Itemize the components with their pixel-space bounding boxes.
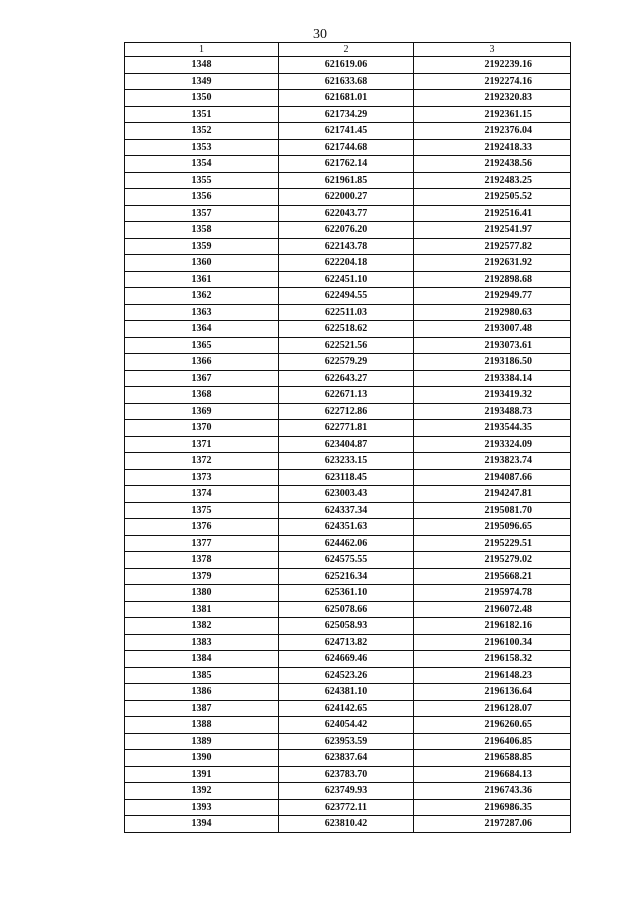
y-coordinate-cell: 2192438.56 — [414, 156, 571, 173]
y-coordinate-cell: 2192239.16 — [414, 57, 571, 74]
y-coordinate-cell: 2196684.13 — [414, 766, 571, 783]
column-header-1: 1 — [125, 43, 279, 57]
y-coordinate-cell: 2194247.81 — [414, 486, 571, 503]
x-coordinate-cell: 624337.34 — [279, 502, 414, 519]
point-number-cell: 1384 — [125, 651, 279, 668]
y-coordinate-cell: 2194087.66 — [414, 469, 571, 486]
y-coordinate-cell: 2196743.36 — [414, 783, 571, 800]
x-coordinate-cell: 624462.06 — [279, 535, 414, 552]
y-coordinate-cell: 2195668.21 — [414, 568, 571, 585]
x-coordinate-cell: 623749.93 — [279, 783, 414, 800]
point-number-cell: 1369 — [125, 403, 279, 420]
table-row — [125, 667, 571, 684]
table-row — [125, 651, 571, 668]
point-number-cell: 1376 — [125, 519, 279, 536]
point-number-cell: 1375 — [125, 502, 279, 519]
x-coordinate-cell: 622643.27 — [279, 370, 414, 387]
y-coordinate-cell: 2196986.35 — [414, 799, 571, 816]
x-coordinate-cell: 625078.66 — [279, 601, 414, 618]
column-header-3: 3 — [414, 43, 571, 57]
x-coordinate-cell: 621633.68 — [279, 73, 414, 90]
point-number-cell: 1354 — [125, 156, 279, 173]
table-row — [125, 453, 571, 470]
point-number-cell: 1393 — [125, 799, 279, 816]
x-coordinate-cell: 624713.82 — [279, 634, 414, 651]
point-number-cell: 1350 — [125, 90, 279, 107]
coordinates-table — [124, 42, 571, 833]
x-coordinate-cell: 622043.77 — [279, 205, 414, 222]
x-coordinate-cell: 625361.10 — [279, 585, 414, 602]
point-number-cell: 1382 — [125, 618, 279, 635]
y-coordinate-cell: 2193823.74 — [414, 453, 571, 470]
table-row — [125, 486, 571, 503]
table-row — [125, 370, 571, 387]
point-number-cell: 1352 — [125, 123, 279, 140]
x-coordinate-cell: 623233.15 — [279, 453, 414, 470]
y-coordinate-cell: 2192541.97 — [414, 222, 571, 239]
point-number-cell: 1370 — [125, 420, 279, 437]
point-number-cell: 1363 — [125, 304, 279, 321]
point-number-cell: 1380 — [125, 585, 279, 602]
y-coordinate-cell: 2195279.02 — [414, 552, 571, 569]
table-row — [125, 552, 571, 569]
y-coordinate-cell: 2196072.48 — [414, 601, 571, 618]
point-number-cell: 1386 — [125, 684, 279, 701]
table-row — [125, 519, 571, 536]
point-number-cell: 1365 — [125, 337, 279, 354]
y-coordinate-cell: 2193544.35 — [414, 420, 571, 437]
y-coordinate-cell: 2196158.32 — [414, 651, 571, 668]
point-number-cell: 1353 — [125, 139, 279, 156]
table-row — [125, 354, 571, 371]
table-row — [125, 568, 571, 585]
x-coordinate-cell: 623953.59 — [279, 733, 414, 750]
table-row — [125, 156, 571, 173]
y-coordinate-cell: 2196100.34 — [414, 634, 571, 651]
y-coordinate-cell: 2196588.85 — [414, 750, 571, 767]
point-number-cell: 1372 — [125, 453, 279, 470]
y-coordinate-cell: 2196148.23 — [414, 667, 571, 684]
y-coordinate-cell: 2195229.51 — [414, 535, 571, 552]
point-number-cell: 1366 — [125, 354, 279, 371]
point-number-cell: 1357 — [125, 205, 279, 222]
x-coordinate-cell: 622076.20 — [279, 222, 414, 239]
point-number-cell: 1391 — [125, 766, 279, 783]
x-coordinate-cell: 622579.29 — [279, 354, 414, 371]
x-coordinate-cell: 622671.13 — [279, 387, 414, 404]
point-number-cell: 1355 — [125, 172, 279, 189]
table-row — [125, 57, 571, 74]
x-coordinate-cell: 623118.45 — [279, 469, 414, 486]
table-row — [125, 123, 571, 140]
table-row — [125, 288, 571, 305]
table-row — [125, 304, 571, 321]
table-row — [125, 750, 571, 767]
table-body — [125, 57, 571, 833]
point-number-cell: 1362 — [125, 288, 279, 305]
x-coordinate-cell: 624142.65 — [279, 700, 414, 717]
y-coordinate-cell: 2197287.06 — [414, 816, 571, 833]
x-coordinate-cell: 621961.85 — [279, 172, 414, 189]
point-number-cell: 1385 — [125, 667, 279, 684]
table-row — [125, 106, 571, 123]
table-row — [125, 172, 571, 189]
table-row — [125, 634, 571, 651]
y-coordinate-cell: 2192631.92 — [414, 255, 571, 272]
table-row — [125, 436, 571, 453]
x-coordinate-cell: 621681.01 — [279, 90, 414, 107]
table-row — [125, 799, 571, 816]
point-number-cell: 1364 — [125, 321, 279, 338]
table-row — [125, 337, 571, 354]
x-coordinate-cell: 622143.78 — [279, 238, 414, 255]
table-row — [125, 321, 571, 338]
x-coordinate-cell: 624381.10 — [279, 684, 414, 701]
table-row — [125, 387, 571, 404]
table-row — [125, 255, 571, 272]
table-row — [125, 535, 571, 552]
table-row — [125, 189, 571, 206]
y-coordinate-cell: 2192980.63 — [414, 304, 571, 321]
point-number-cell: 1378 — [125, 552, 279, 569]
y-coordinate-cell: 2192418.33 — [414, 139, 571, 156]
point-number-cell: 1361 — [125, 271, 279, 288]
x-coordinate-cell: 623772.11 — [279, 799, 414, 816]
point-number-cell: 1387 — [125, 700, 279, 717]
table-row — [125, 618, 571, 635]
x-coordinate-cell: 622204.18 — [279, 255, 414, 272]
y-coordinate-cell: 2193186.50 — [414, 354, 571, 371]
table-row — [125, 205, 571, 222]
table-row — [125, 73, 571, 90]
table-row — [125, 733, 571, 750]
y-coordinate-cell: 2192898.68 — [414, 271, 571, 288]
y-coordinate-cell: 2193488.73 — [414, 403, 571, 420]
y-coordinate-cell: 2195096.65 — [414, 519, 571, 536]
x-coordinate-cell: 622771.81 — [279, 420, 414, 437]
x-coordinate-cell: 624669.46 — [279, 651, 414, 668]
point-number-cell: 1392 — [125, 783, 279, 800]
x-coordinate-cell: 625058.93 — [279, 618, 414, 635]
x-coordinate-cell: 622494.55 — [279, 288, 414, 305]
y-coordinate-cell: 2192483.25 — [414, 172, 571, 189]
x-coordinate-cell: 622712.86 — [279, 403, 414, 420]
table-row — [125, 601, 571, 618]
x-coordinate-cell: 625216.34 — [279, 568, 414, 585]
x-coordinate-cell: 623404.87 — [279, 436, 414, 453]
y-coordinate-cell: 2192361.15 — [414, 106, 571, 123]
table-row — [125, 684, 571, 701]
table-row — [125, 783, 571, 800]
point-number-cell: 1348 — [125, 57, 279, 74]
y-coordinate-cell: 2193384.14 — [414, 370, 571, 387]
y-coordinate-cell: 2196128.07 — [414, 700, 571, 717]
x-coordinate-cell: 622000.27 — [279, 189, 414, 206]
point-number-cell: 1381 — [125, 601, 279, 618]
point-number-cell: 1388 — [125, 717, 279, 734]
point-number-cell: 1377 — [125, 535, 279, 552]
x-coordinate-cell: 621619.06 — [279, 57, 414, 74]
y-coordinate-cell: 2196182.16 — [414, 618, 571, 635]
x-coordinate-cell: 622521.56 — [279, 337, 414, 354]
y-coordinate-cell: 2195081.70 — [414, 502, 571, 519]
y-coordinate-cell: 2192516.41 — [414, 205, 571, 222]
x-coordinate-cell: 623003.43 — [279, 486, 414, 503]
x-coordinate-cell: 624523.26 — [279, 667, 414, 684]
point-number-cell: 1394 — [125, 816, 279, 833]
x-coordinate-cell: 623783.70 — [279, 766, 414, 783]
table-row — [125, 816, 571, 833]
y-coordinate-cell: 2192949.77 — [414, 288, 571, 305]
table-row — [125, 238, 571, 255]
table-row — [125, 717, 571, 734]
point-number-cell: 1371 — [125, 436, 279, 453]
table-row — [125, 469, 571, 486]
x-coordinate-cell: 624575.55 — [279, 552, 414, 569]
table-row — [125, 139, 571, 156]
x-coordinate-cell: 624351.63 — [279, 519, 414, 536]
y-coordinate-cell: 2192505.52 — [414, 189, 571, 206]
table-row — [125, 90, 571, 107]
table-row — [125, 403, 571, 420]
y-coordinate-cell: 2192376.04 — [414, 123, 571, 140]
table-row — [125, 700, 571, 717]
x-coordinate-cell: 621734.29 — [279, 106, 414, 123]
y-coordinate-cell: 2193007.48 — [414, 321, 571, 338]
x-coordinate-cell: 622518.62 — [279, 321, 414, 338]
point-number-cell: 1390 — [125, 750, 279, 767]
y-coordinate-cell: 2196406.85 — [414, 733, 571, 750]
point-number-cell: 1383 — [125, 634, 279, 651]
point-number-cell: 1360 — [125, 255, 279, 272]
y-coordinate-cell: 2196136.64 — [414, 684, 571, 701]
y-coordinate-cell: 2193324.09 — [414, 436, 571, 453]
y-coordinate-cell: 2192577.82 — [414, 238, 571, 255]
x-coordinate-cell: 621741.45 — [279, 123, 414, 140]
table-row — [125, 585, 571, 602]
table-row — [125, 222, 571, 239]
point-number-cell: 1373 — [125, 469, 279, 486]
y-coordinate-cell: 2192274.16 — [414, 73, 571, 90]
point-number-cell: 1351 — [125, 106, 279, 123]
point-number-cell: 1368 — [125, 387, 279, 404]
table-row — [125, 502, 571, 519]
x-coordinate-cell: 624054.42 — [279, 717, 414, 734]
x-coordinate-cell: 621744.68 — [279, 139, 414, 156]
point-number-cell: 1358 — [125, 222, 279, 239]
page-number: 30 — [313, 27, 327, 42]
y-coordinate-cell: 2193073.61 — [414, 337, 571, 354]
table-row — [125, 271, 571, 288]
x-coordinate-cell: 621762.14 — [279, 156, 414, 173]
point-number-cell: 1374 — [125, 486, 279, 503]
point-number-cell: 1379 — [125, 568, 279, 585]
x-coordinate-cell: 623810.42 — [279, 816, 414, 833]
table-row — [125, 766, 571, 783]
point-number-cell: 1359 — [125, 238, 279, 255]
table-header-row — [125, 43, 571, 57]
point-number-cell: 1367 — [125, 370, 279, 387]
y-coordinate-cell: 2196260.65 — [414, 717, 571, 734]
y-coordinate-cell: 2195974.78 — [414, 585, 571, 602]
point-number-cell: 1389 — [125, 733, 279, 750]
point-number-cell: 1356 — [125, 189, 279, 206]
x-coordinate-cell: 623837.64 — [279, 750, 414, 767]
table-row — [125, 420, 571, 437]
x-coordinate-cell: 622511.03 — [279, 304, 414, 321]
point-number-cell: 1349 — [125, 73, 279, 90]
y-coordinate-cell: 2193419.32 — [414, 387, 571, 404]
column-header-2: 2 — [279, 43, 414, 57]
x-coordinate-cell: 622451.10 — [279, 271, 414, 288]
y-coordinate-cell: 2192320.83 — [414, 90, 571, 107]
